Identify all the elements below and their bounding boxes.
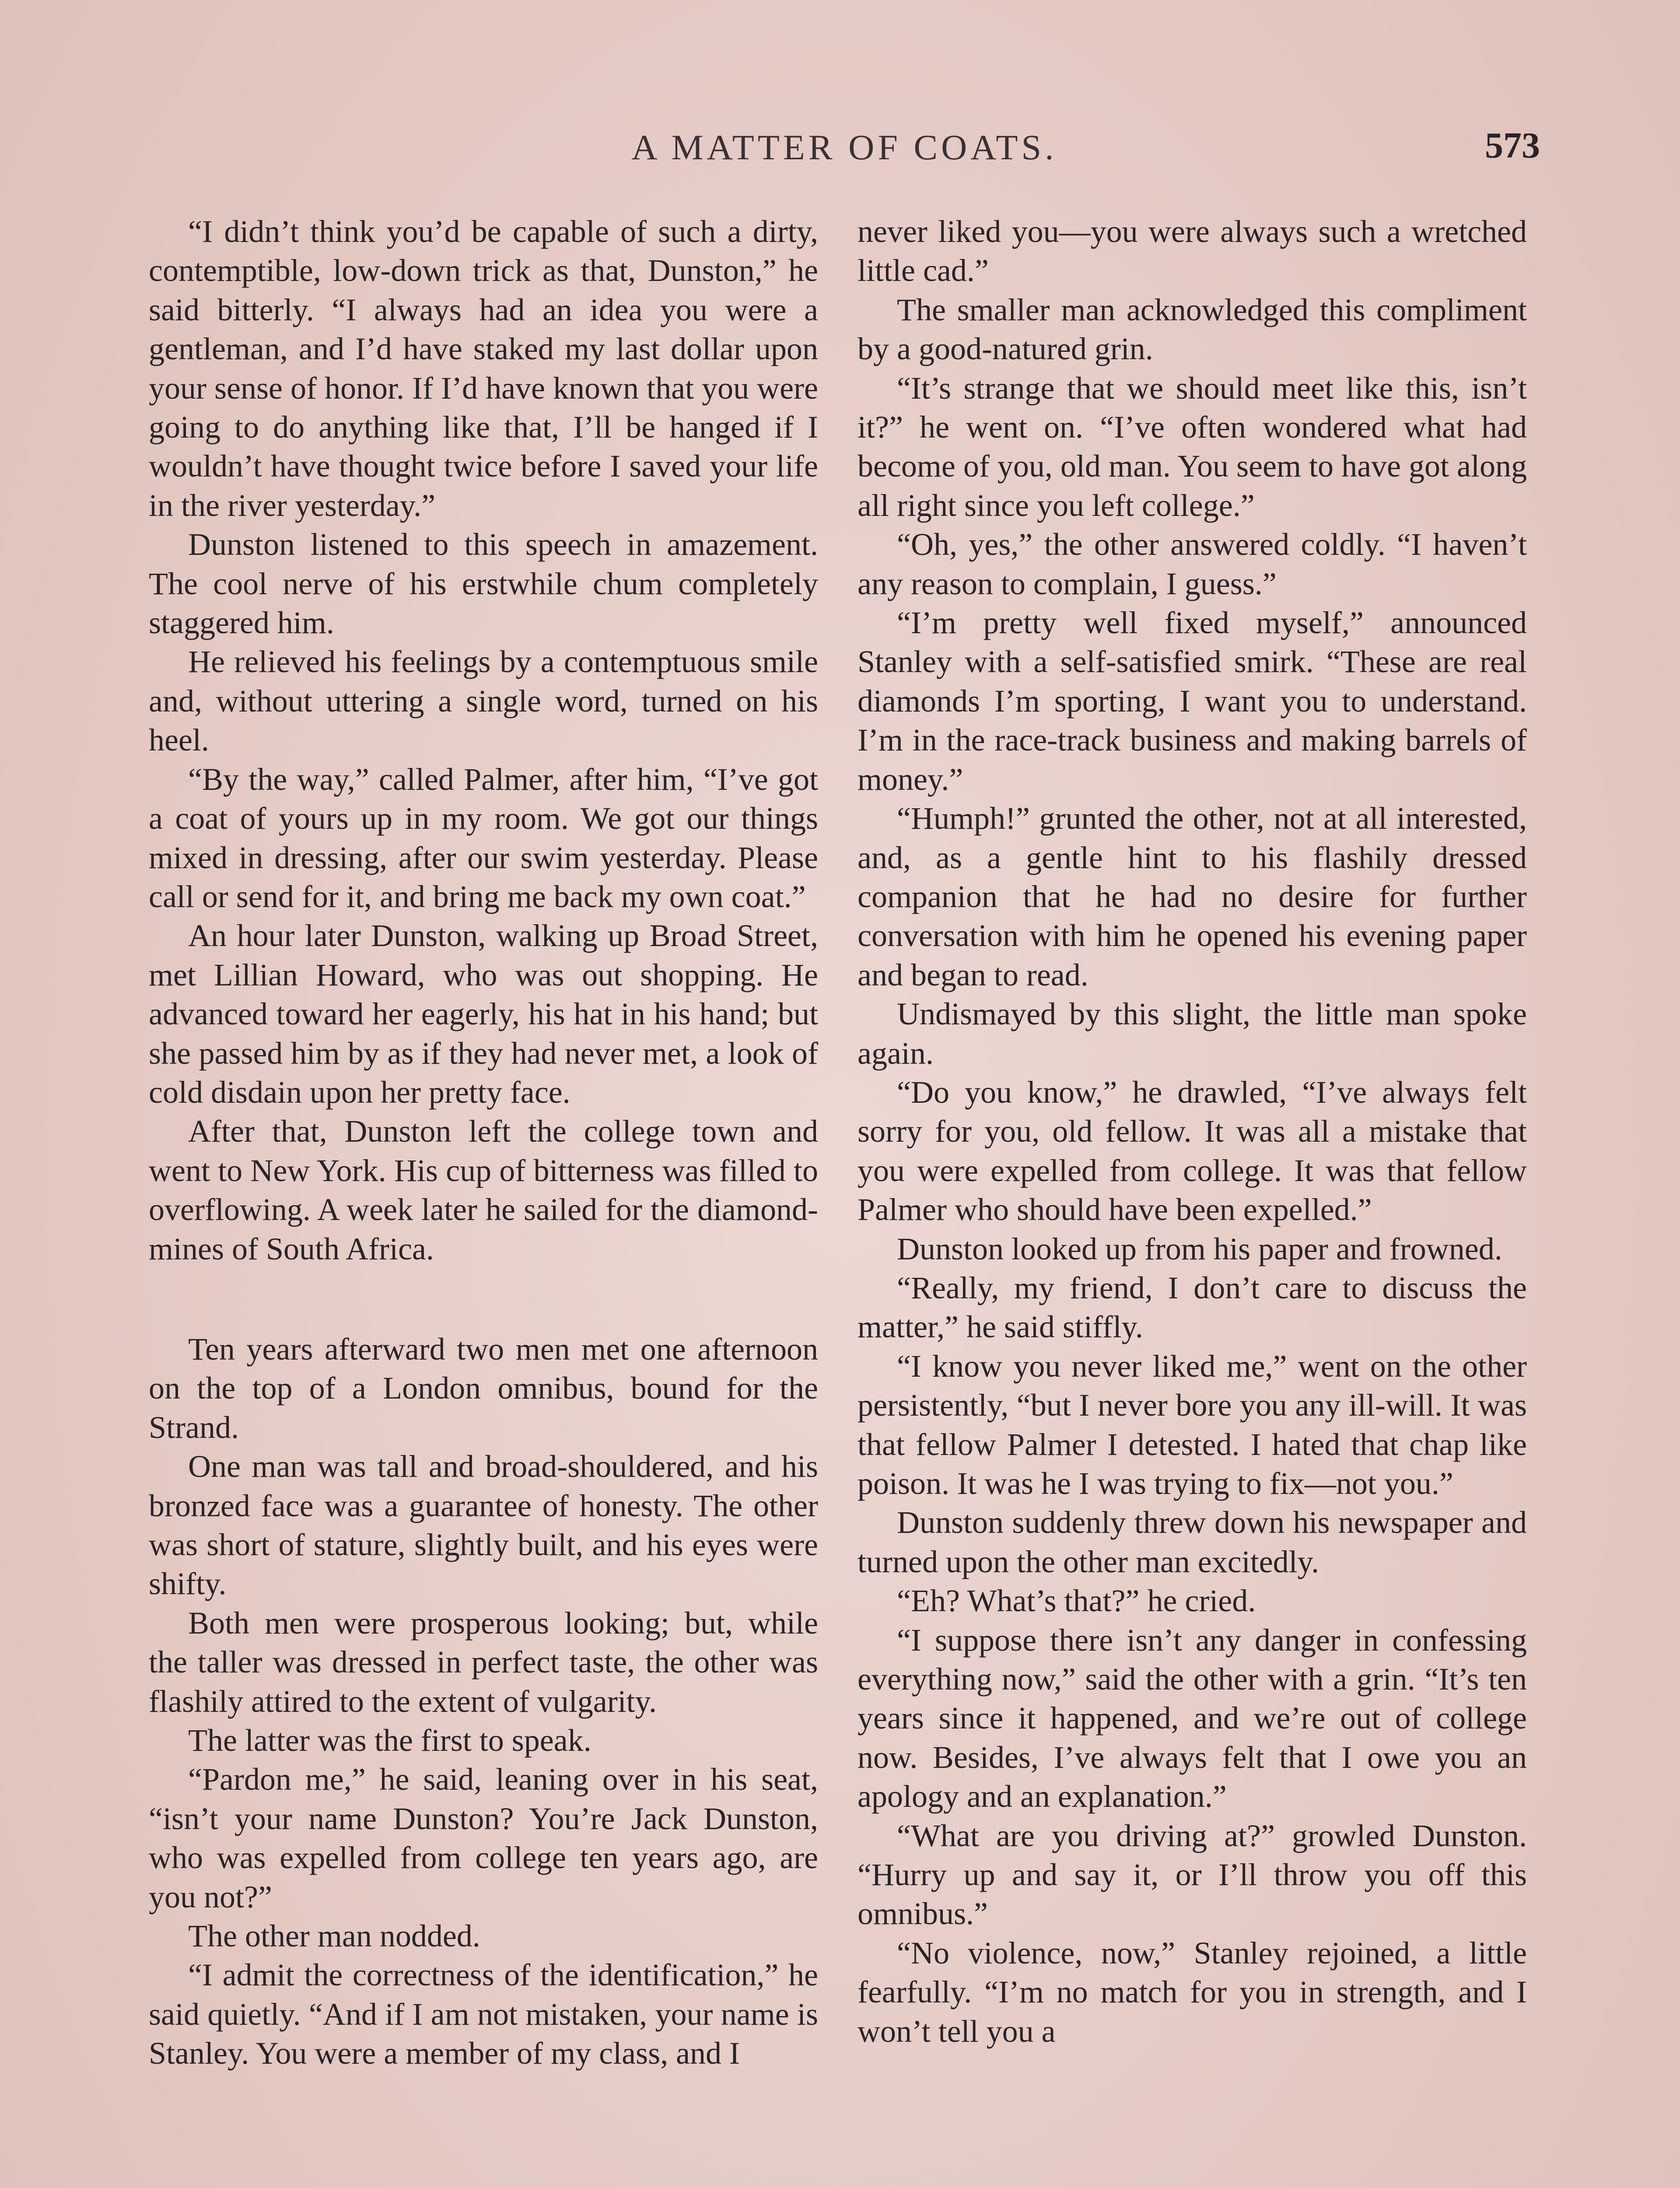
paragraph: Undismayed by this slight, the little man spoke again. bbox=[858, 996, 1527, 1071]
paragraph: “I suppose there isn’t any danger in confessing everything now,” said the other with a grin. “It’s ten years since it happened, and we’re out of college now. Besides, I’ve always felt that I owe you an apology and an explanation.” bbox=[858, 1622, 1527, 1814]
page-number: 573 bbox=[1485, 125, 1540, 166]
section-break bbox=[149, 1269, 818, 1330]
paragraph: “I’m pretty well fixed myself,” announced Stanley with a self-satisfied smirk. “These are real diamonds I’m sporting, I want you to understand. I’m in the race-track business and making barrels of money.” bbox=[858, 605, 1527, 797]
paragraph: “It’s strange that we should meet like this, isn’t it?” he went on. “I’ve often wondered what had become of you, old man. You seem to have got along all right since you left college.” bbox=[858, 370, 1527, 523]
paragraph: He relieved his feelings by a contemptuous smile and, without uttering a single word, turned on his heel. bbox=[149, 644, 818, 758]
paragraph: “Do you know,” he drawled, “I’ve always felt sorry for you, old fellow. It was all a mistake that you were expelled from college. It was that fellow Palmer who should have been expelled.” bbox=[858, 1074, 1527, 1227]
paragraph: “No violence, now,” Stanley rejoined, a little fearfully. “I’m no match for you in strength, and I won’t tell you a bbox=[858, 1935, 1527, 2049]
paragraph: An hour later Dunston, walking up Broad Street, met Lillian Howard, who was out shopping. He advanced toward her eagerly, his hat in his hand; but she passed him by as if they had never met, a look of cold disdain upon her pretty face. bbox=[149, 918, 818, 1110]
paragraph: “By the way,” called Palmer, after him, “I’ve got a coat of yours up in my room. We got our things mixed in dressing, after our swim yesterday. Please call or send for it, and bring me back my own coat.” bbox=[149, 761, 818, 914]
running-title: A MATTER OF COATS. bbox=[631, 127, 1057, 167]
paragraph: The other man nodded. bbox=[188, 1918, 480, 1954]
paragraph: After that, Dunston left the college town and went to New York. His cup of bitterness was filled to overflowing. A week later he sailed for the diamond-mines of South Africa. bbox=[149, 1114, 818, 1266]
paragraph: Both men were prosperous looking; but, while the taller was dressed in perfect taste, the other was flashily attired to the extent of vulgarity. bbox=[149, 1605, 818, 1719]
paragraph: “I admit the correctness of the identification,” he said quietly. “And if I am not mistaken, your name is Stanley. You were a member of my class, and I bbox=[149, 1957, 818, 2071]
paragraph: Ten years afterward two men met one afternoon on the top of a London omnibus, bound for the Strand. bbox=[149, 1331, 818, 1445]
paragraph: Dunston looked up from his paper and frowned. bbox=[897, 1231, 1502, 1266]
paragraph: “I didn’t think you’d be capable of such a dirty, contemptible, low-down trick as that, Dunston,” he said bitterly. “I always had an idea you were a gentleman, and I’d have staked my last dollar upon your sense of honor. If I’d have known that you were going to do anything like that, I’ll be hanged if I wouldn’t have thought twice before I saved your life in the river yesterday.” bbox=[149, 214, 818, 523]
paragraph: “Really, my friend, I don’t care to discuss the matter,” he said stiffly. bbox=[858, 1270, 1527, 1345]
right-column bbox=[858, 212, 1527, 2051]
paragraph: “What are you driving at?” growled Dunston. “Hurry up and say it, or I’ll throw you off this omnibus.” bbox=[858, 1818, 1527, 1932]
paragraph: “Eh? What’s that?” he cried. bbox=[897, 1583, 1256, 1619]
paragraph: never liked you—you were always such a wretched little cad.” bbox=[858, 214, 1527, 288]
page-header bbox=[149, 127, 1540, 175]
paragraph: Dunston suddenly threw down his newspaper and turned upon the other man excitedly. bbox=[858, 1505, 1527, 1579]
paragraph: The smaller man acknowledged this compliment by a good-natured grin. bbox=[858, 292, 1527, 367]
paragraph: “Pardon me,” he said, leaning over in his seat, “isn’t your name Dunston? You’re Jack Dunston, who was expelled from college ten years ago, are you not?” bbox=[149, 1762, 818, 1914]
paragraph: The latter was the first to speak. bbox=[188, 1723, 592, 1758]
paragraph: “I know you never liked me,” went on the other persistently, “but I never bore you any ill-will. It was that fellow Palmer I detested. I hated that chap like poison. It was he I was trying to fix—not you.” bbox=[858, 1348, 1527, 1501]
left-column bbox=[149, 212, 818, 2073]
paragraph: “Humph!” grunted the other, not at all interested, and, as a gentle hint to his flashily dressed companion that he had no desire for further conversation with him he opened his evening paper and began to read. bbox=[858, 801, 1527, 992]
paragraph: “Oh, yes,” the other answered coldly. “I haven’t any reason to complain, I guess.” bbox=[858, 527, 1527, 601]
paragraph: One man was tall and broad-shouldered, and his bronzed face was a guarantee of honesty. The other was short of stature, slightly built, and his eyes were shifty. bbox=[149, 1449, 818, 1602]
paragraph: Dunston listened to this speech in amazement. The cool nerve of his erstwhile chum completely staggered him. bbox=[149, 527, 818, 641]
